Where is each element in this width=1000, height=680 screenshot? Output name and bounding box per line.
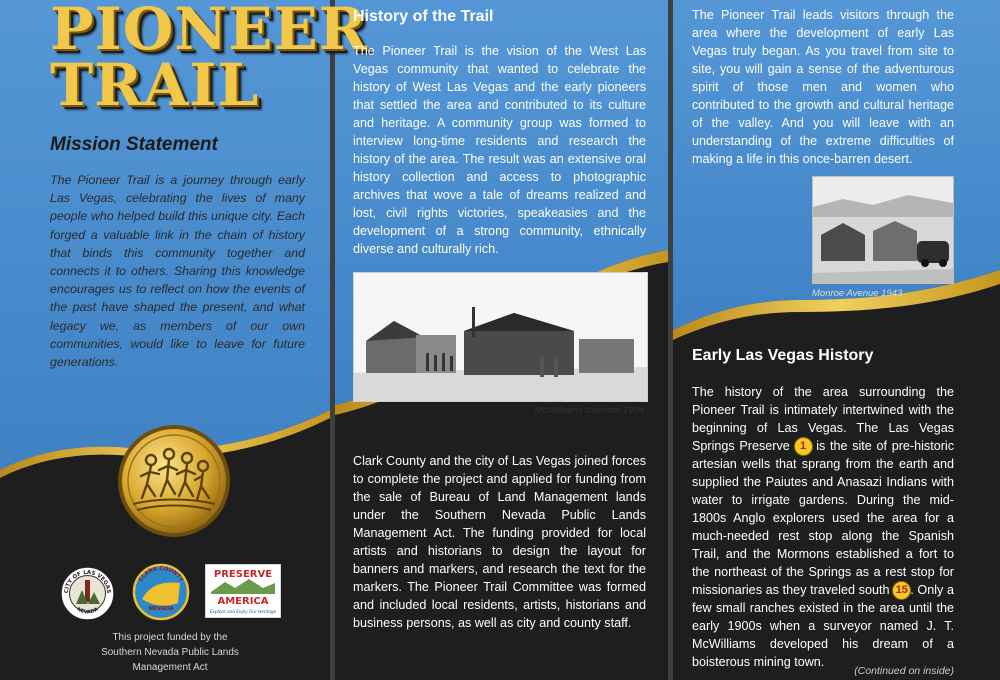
photo2-caption: Monroe Avenue 1943 xyxy=(812,288,903,299)
mission-text: The Pioneer Trail is a journey through early Las Vegas, celebrating the lives of many people who helped build this unique city. Each forged a valuable link in the chain of history that binds this community together and connects it to others. Sharing this knowledge encourages us to reflect on how the events of the past have shaped the present, and what legacy we, as members of our own communities, would like to leave for future generations. xyxy=(50,173,305,370)
early-text-part3: . Only a few small ranches existed in the area until the early 1900s when a surveyor named J. T. McWilliams developed his dream of a boisterous mining town. xyxy=(692,583,954,670)
preserve-logo-line3: Explore and Enjoy Our Heritage xyxy=(209,609,277,614)
intro-text: The Pioneer Trail leads visitors through the area where the development of early Las Vegas truly began. As you travel from site to site, you will gain a sense of the adventurous spirit of those men and women who contributed to the growth and cultural heritage of the valley. And you will leave with an understanding of the extreme difficulties of making a life in this once-barren desert. xyxy=(692,8,954,166)
trail-marker-1: 1 xyxy=(795,438,812,455)
preserve-america-logo xyxy=(205,564,281,618)
early-text-part1: The history of the area surrounding the Pioneer Trail is intimately intertwined with the beginning of Las Vegas. The Las Vegas Springs Preserve xyxy=(692,385,954,453)
mission-heading: Mission Statement xyxy=(50,134,218,155)
continued-note: (Continued on inside) xyxy=(854,665,954,677)
title-line-1: PIONEER xyxy=(50,0,368,63)
photo1-caption: McWilliams townsite 1904 xyxy=(534,405,644,416)
clark-county-logo xyxy=(132,563,190,621)
clark-county-logo-sub: NEVADA xyxy=(148,606,174,612)
funding-text: Clark County and the city of Las Vegas joined forces to complete the project and applied for funding from the sale of Bureau of Land Management lands under the Southern Nevada Public Lands Management Act. The funding provided for local artists and historians to design the layout for banners and markers, and research the text for the markers. The Pioneer Trail Committee was formed and included local residents, artists, historians and business persons, as well as city and county staff. xyxy=(353,454,646,630)
early-history-text xyxy=(692,383,954,671)
history-text: The Pioneer Trail is the vision of the West Las Vegas community that wanted to celebrate the history of West Las Vegas and the early pioneers that settled the area and contributed to its culture and heritage. A community group was formed to interview long-time residents and research the history of the area. The result was an extensive oral history collection and access to photographic archives that wove a tale of dreams realized and lost, civil rights victories, speakeasies and the development of a strong community, ethnically diverse and culturally rich. xyxy=(353,44,646,256)
history-heading: History of the Trail xyxy=(353,8,494,25)
las-vegas-logo-sub: NEVADA xyxy=(75,606,100,616)
clark-county-logo-text: CLARK COUNTY xyxy=(137,565,185,583)
early-history-heading: Early Las Vegas History xyxy=(692,347,874,364)
city-of-las-vegas-logo xyxy=(60,566,115,621)
preserve-logo-line1: PRESERVE xyxy=(213,569,273,580)
monroe-avenue-photo xyxy=(812,176,954,284)
pioneer-medallion-icon xyxy=(117,424,231,538)
trail-marker-15: 15 xyxy=(893,582,910,599)
las-vegas-logo-text: CITY OF LAS VEGAS xyxy=(63,569,112,594)
mcwilliams-townsite-photo xyxy=(353,272,648,402)
funding-credit: This project funded by the Southern Nevada Public Lands Management Act xyxy=(101,632,239,673)
title-line-2: TRAIL xyxy=(50,51,260,119)
early-text-part2: is the site of pre-historic artesian wells that sprang from the earth and supplied the Paiutes and Anasazi Indians with water to irrigate gardens. During the mid-1800s Anglo explorers used the area for a much-needed rest stop along the Spanish Trail, and the Mormons established a fort to the northeast of the Springs as a rest stop for missionaries as they traveled south xyxy=(692,439,954,598)
preserve-logo-line2: AMERICA xyxy=(217,596,269,607)
